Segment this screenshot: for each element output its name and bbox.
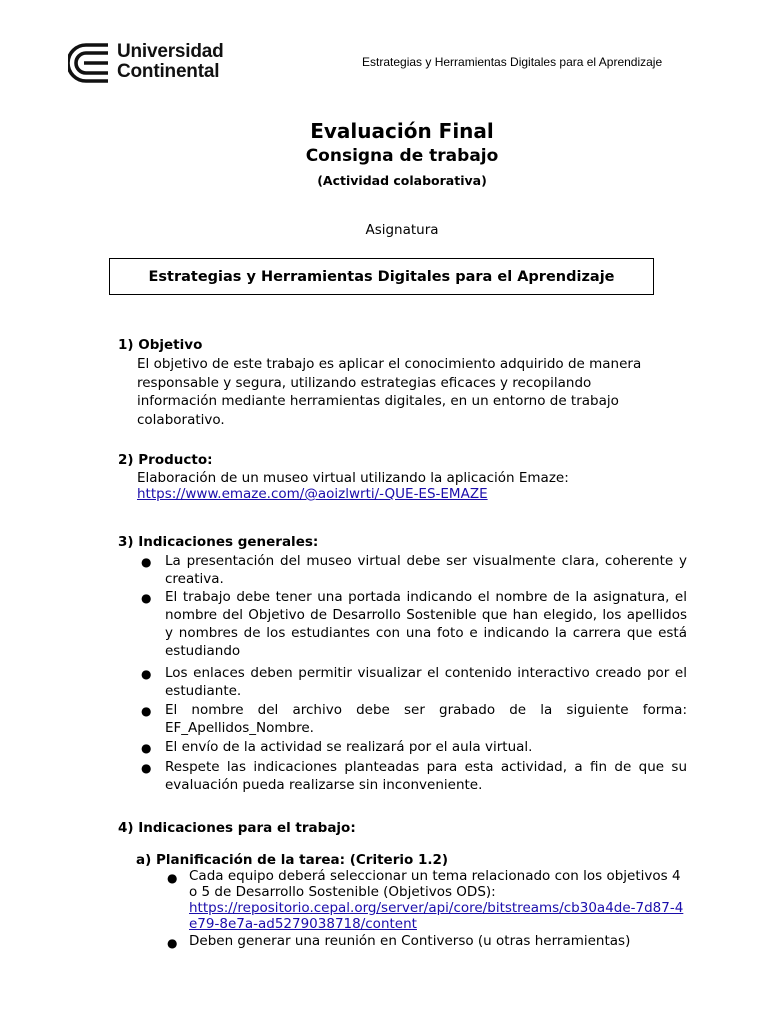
- university-logo: [68, 42, 258, 86]
- objetivo-line: El objetivo de este trabajo es aplicar el conocimiento adquirido de manera: [137, 356, 642, 372]
- subject-name: Estrategias y Herramientas Digitales para el Aprendizaje: [148, 268, 615, 285]
- planificacion-heading: a) Planificación de la tarea: (Criterio 1.2): [136, 852, 449, 868]
- page-title: Evaluación Final: [310, 119, 494, 143]
- activity-note: (Actividad colaborativa): [317, 173, 487, 188]
- producto-text: Elaboración de un museo virtual utilizando la aplicación Emaze:: [137, 470, 569, 486]
- list-item: El nombre del archivo debe ser grabado de la siguiente forma: EF_Apellidos_Nombre.: [165, 702, 687, 736]
- bullet: ●: [141, 555, 152, 569]
- section-trabajo-heading: 4) Indicaciones para el trabajo:: [118, 820, 356, 836]
- list-item: Los enlaces deben permitir visualizar el contenido interactivo creado por el estudiante.: [165, 665, 687, 699]
- bullet: ●: [167, 871, 178, 885]
- logo-wordmark: [117, 42, 224, 82]
- page-subtitle: Consigna de trabajo: [305, 146, 499, 166]
- logo-mark-icon: [68, 42, 112, 84]
- list-item: [189, 868, 689, 932]
- objetivo-line: colaborativo.: [137, 412, 225, 429]
- list-item: La presentación del museo virtual debe ser visualmente clara, coherente y creativa.: [165, 553, 687, 587]
- header-course-title: Estrategias y Herramientas Digitales para el Aprendizaje: [362, 55, 663, 69]
- section-producto-heading: 2) Producto:: [118, 452, 213, 468]
- logo-line-1: Universidad: [117, 41, 224, 62]
- ods-item-text: Cada equipo deberá seleccionar un tema relacionado con los objetivos 4 o 5 de Desarrollo Sostenible (Objetivos ODS):: [189, 868, 681, 900]
- subject-box: [109, 258, 654, 295]
- logo-line-2: Continental: [117, 61, 220, 82]
- list-item: Respete las indicaciones planteadas para esta actividad, a fin de que su evaluación pueda realizarse sin inconveniente.: [165, 759, 687, 793]
- bullet: ●: [141, 741, 152, 755]
- bullet: ●: [141, 667, 152, 681]
- objetivo-text: [137, 355, 641, 430]
- cepal-link[interactable]: https://repositorio.cepal.org/server/api/core/bitstreams/cb30a4de-7d87-4e79-8e7a-ad5279038718/content: [189, 900, 684, 932]
- bullet: ●: [167, 936, 178, 950]
- bullet: ●: [141, 704, 152, 718]
- list-item: Deben generar una reunión en Contiverso (u otras herramientas): [189, 933, 631, 949]
- section-objetivo-heading: 1) Objetivo: [118, 337, 203, 353]
- bullet: ●: [141, 591, 152, 605]
- bullet: ●: [141, 761, 152, 775]
- section-generales-heading: 3) Indicaciones generales:: [118, 534, 319, 550]
- objetivo-line: responsable y segura, utilizando estrategias eficaces y recopilando: [137, 374, 592, 391]
- objetivo-line: información mediante herramientas digitales, en un entorno de trabajo: [137, 393, 619, 410]
- list-item: El trabajo debe tener una portada indicando el nombre de la asignatura, el nombre del Objetivo de Desarrollo Sostenible que han elegido, los apellidos y nombres de los estudiantes con una foto e indicando la carrera que está estudiando: [165, 589, 687, 659]
- list-item: El envío de la actividad se realizará por el aula virtual.: [165, 739, 533, 755]
- subject-label: Asignatura: [365, 222, 439, 238]
- emaze-link[interactable]: https://www.emaze.com/@aoizlwrti/-QUE-ES-EMAZE: [137, 486, 488, 502]
